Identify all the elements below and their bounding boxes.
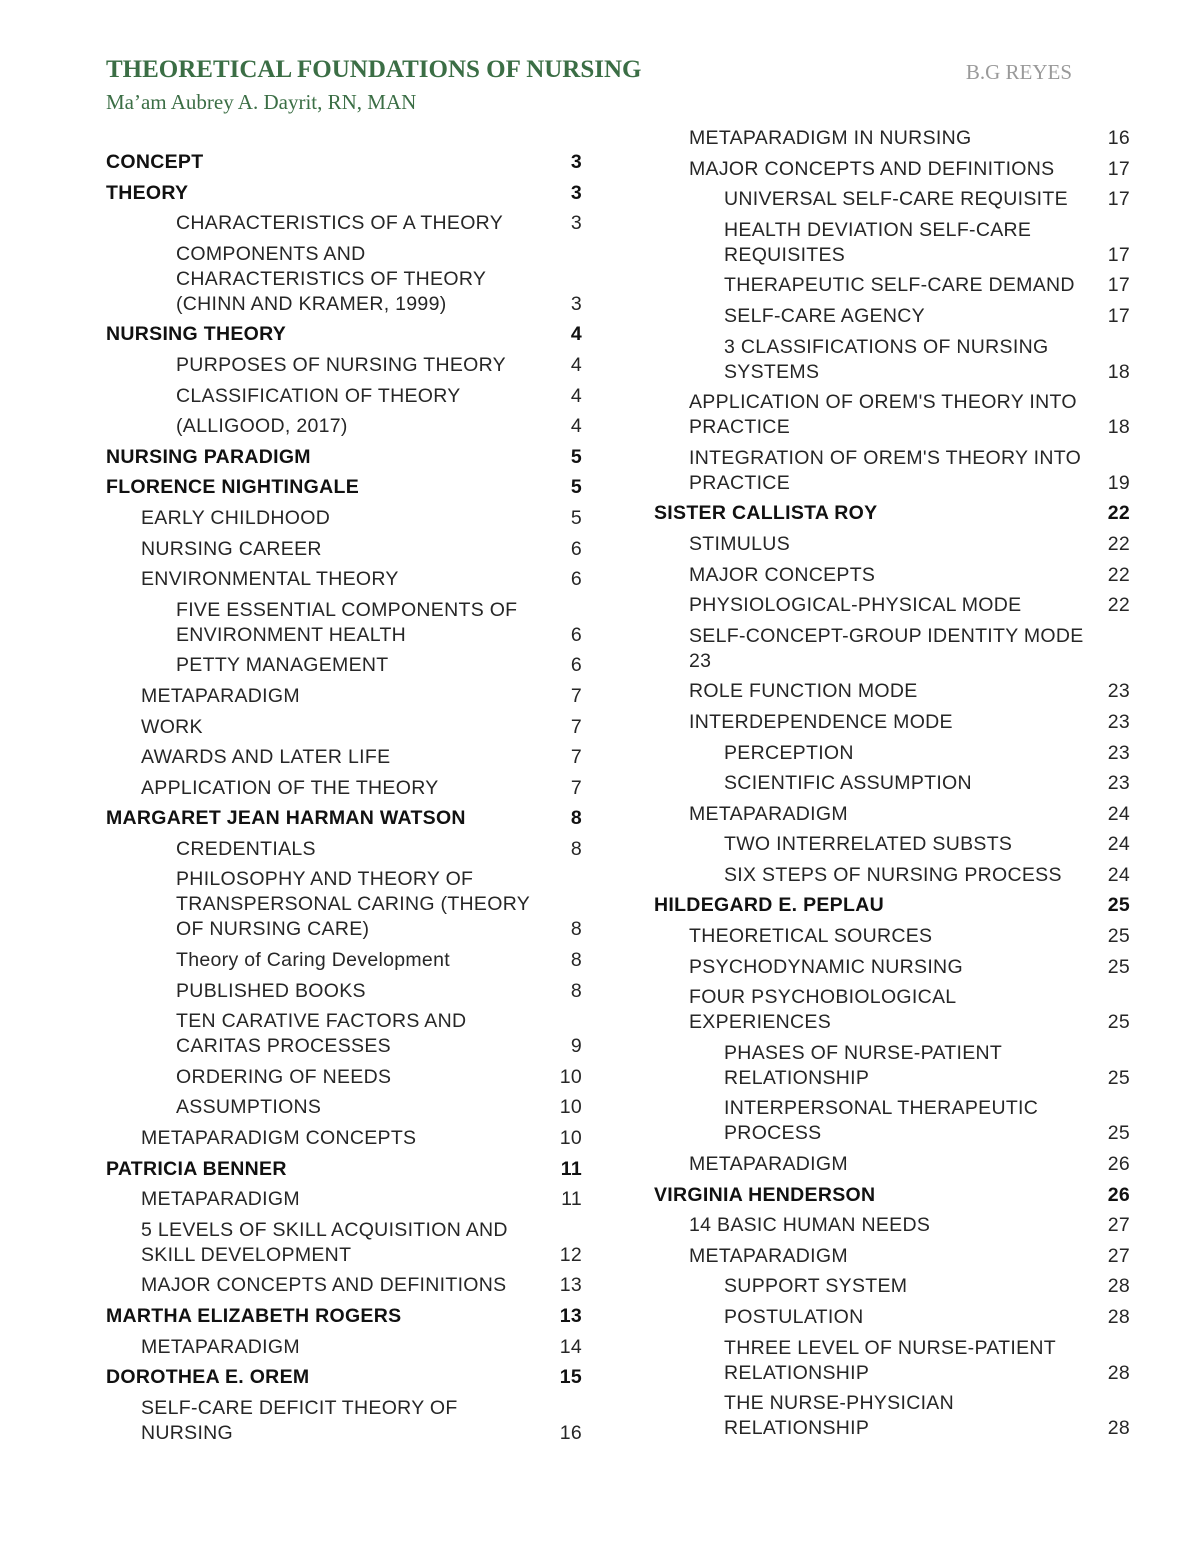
toc-entry-title: MAJOR CONCEPTS: [689, 563, 876, 586]
toc-entry-page: 3: [570, 151, 582, 173]
toc-entry-page: 17: [1107, 188, 1130, 211]
toc-entry[interactable]: [106, 776, 582, 801]
toc-entry-title: METAPARADIGM IN NURSING: [689, 127, 972, 149]
toc-entry[interactable]: [654, 771, 1130, 796]
toc-entry-page: 17: [1107, 274, 1130, 297]
toc-entry-title: PSYCHODYNAMIC NURSING: [689, 955, 963, 978]
toc-entry-page: 28: [1107, 1306, 1130, 1328]
toc-entry[interactable]: [106, 598, 582, 648]
toc-entry-page: 6: [570, 654, 582, 677]
toc-entry-title: METAPARADIGM: [141, 1188, 300, 1211]
toc-entry-title: PETTY MANAGEMENT: [176, 654, 389, 677]
toc-entry[interactable]: [106, 1157, 582, 1182]
toc-entry-page: 7: [570, 776, 582, 799]
toc-entry-page: 9: [570, 1035, 582, 1058]
toc-entry-page: 11: [561, 1188, 582, 1211]
toc-entry-page: 8: [570, 949, 582, 972]
toc-entry[interactable]: [654, 593, 1130, 618]
toc-entry-page: 3: [570, 212, 582, 235]
toc-entry-page: 25: [1107, 894, 1130, 917]
toc-entry-page: 4: [570, 353, 582, 376]
toc-entry-page: 5: [570, 445, 582, 468]
toc-entry-title: STIMULUS: [689, 532, 790, 555]
toc-entry-title: FOUR PSYCHOBIOLOGICAL EXPERIENCES: [689, 986, 956, 1034]
toc-entry[interactable]: [106, 322, 582, 347]
toc-entry-title: POSTULATION: [724, 1306, 864, 1328]
toc-entry-page: 18: [1107, 416, 1130, 439]
toc-entry-page: 27: [1107, 1244, 1130, 1267]
toc-entry-page: 28: [1107, 1361, 1130, 1384]
toc-entry-title: MAJOR CONCEPTS AND DEFINITIONS: [141, 1274, 507, 1297]
toc-entry-title: FLORENCE NIGHTINGALE: [106, 476, 359, 499]
toc-entry-title: ROLE FUNCTION MODE: [689, 680, 918, 703]
toc-entry[interactable]: [654, 741, 1130, 766]
toc-entry-title: METAPARADIGM CONCEPTS: [141, 1127, 417, 1150]
toc-entry-page: 8: [570, 979, 582, 1002]
toc-entry-page: 17: [1107, 304, 1130, 327]
toc-entry[interactable]: [654, 1041, 1130, 1091]
toc-entry-page: 5: [570, 476, 582, 499]
toc-column-right: [654, 126, 1130, 1447]
toc-entry[interactable]: [106, 653, 582, 678]
toc-entry-page: 8: [570, 918, 582, 941]
toc-entry-page: 28: [1107, 1417, 1130, 1440]
toc-entry[interactable]: [106, 715, 582, 740]
toc-entry[interactable]: [654, 679, 1130, 704]
toc-entry-title: UNIVERSAL SELF-CARE REQUISITE: [724, 188, 1068, 211]
toc-entry[interactable]: [654, 1213, 1130, 1238]
author-name: B.G REYES: [965, 60, 1072, 84]
toc-entry[interactable]: [106, 837, 582, 862]
toc-entry-title: CHARACTERISTICS OF A THEORY: [176, 212, 504, 235]
toc-entry-title: THREE LEVEL OF NURSE-PATIENT RELATIONSHIP: [724, 1336, 1056, 1384]
toc-entry[interactable]: [654, 446, 1130, 496]
toc-entry[interactable]: [654, 304, 1130, 329]
toc-entry-title: 5 LEVELS OF SKILL ACQUISITION AND SKILL DEVELOPMENT: [141, 1218, 508, 1266]
toc-entry[interactable]: [654, 273, 1130, 298]
toc-entry-title: MARTHA ELIZABETH ROGERS: [106, 1305, 402, 1327]
toc-entry[interactable]: [106, 745, 582, 770]
toc-entry-title: THE NURSE-PHYSICIAN RELATIONSHIP: [724, 1392, 954, 1440]
toc-entry-title: ORDERING OF NEEDS: [176, 1065, 392, 1088]
toc-entry[interactable]: [106, 1095, 582, 1120]
toc-entry-title: MARGARET JEAN HARMAN WATSON: [106, 807, 466, 830]
toc-entry-page: 16: [1107, 127, 1130, 149]
toc-entry[interactable]: [654, 563, 1130, 588]
toc-entry-title: 14 BASIC HUMAN NEEDS: [689, 1214, 931, 1237]
toc-entry-page: 24: [1107, 863, 1130, 886]
toc-entry-title: METAPARADIGM: [689, 1153, 848, 1176]
toc-entry[interactable]: [106, 1218, 582, 1268]
toc-entry[interactable]: [106, 1335, 582, 1360]
toc-entry[interactable]: [106, 1273, 582, 1298]
toc-entry-page: 6: [570, 568, 582, 591]
toc-entry-title: (ALLIGOOD, 2017): [176, 415, 348, 438]
toc-entry-page: 3: [570, 292, 582, 315]
toc-entry-page: 6: [570, 537, 582, 560]
toc-entry-page: 23: [1107, 772, 1130, 795]
toc-entry-page: 19: [1107, 471, 1130, 494]
toc-entry[interactable]: [106, 445, 582, 470]
toc-entry-page: 8: [570, 837, 582, 860]
toc-entry-title: METAPARADIGM: [141, 684, 300, 707]
toc-entry[interactable]: [106, 1065, 582, 1090]
toc-entry[interactable]: [106, 684, 582, 709]
toc-entry[interactable]: [654, 863, 1130, 888]
toc-entry-page: 24: [1107, 833, 1130, 856]
instructor-name: Ma’am Aubrey A. Dayrit, RN, MAN: [106, 90, 417, 114]
toc-entry[interactable]: [654, 893, 1130, 918]
toc-entry[interactable]: [106, 1396, 582, 1446]
toc-entry-title: COMPONENTS AND CHARACTERISTICS OF THEORY (CHINN AND KRAMER, 1999): [176, 242, 486, 315]
toc-entry-title: WORK: [141, 715, 203, 738]
toc-entry[interactable]: [654, 1336, 1130, 1386]
toc-entry-page: 28: [1107, 1275, 1130, 1298]
toc-entry-page: 18: [1107, 360, 1130, 383]
toc-entry[interactable]: [654, 1305, 1130, 1330]
toc-entry-title: THEORY: [106, 181, 189, 204]
toc-entry-page: 25: [1107, 1122, 1130, 1145]
toc-entry-title: FIVE ESSENTIAL COMPONENTS OF ENVIRONMENT HEALTH: [176, 598, 518, 646]
toc-entry-title: PHASES OF NURSE-PATIENT RELATIONSHIP: [724, 1041, 1002, 1089]
toc-entry[interactable]: [106, 384, 582, 409]
toc-entry[interactable]: [106, 867, 582, 942]
toc-entry-title: MAJOR CONCEPTS AND DEFINITIONS: [689, 157, 1055, 180]
toc-entry-title: ENVIRONMENTAL THEORY: [141, 568, 399, 591]
toc-entry-page: 4: [570, 415, 582, 438]
toc-entry[interactable]: [654, 157, 1130, 182]
toc-entry-title: THERAPEUTIC SELF-CARE DEMAND: [724, 274, 1075, 297]
toc-entry[interactable]: [106, 150, 582, 175]
toc-entry[interactable]: [106, 475, 582, 500]
toc-entry[interactable]: [654, 1244, 1130, 1269]
toc-entry-page: 23: [1107, 710, 1130, 733]
toc-entry[interactable]: [106, 211, 582, 236]
toc-entry-page: 25: [1107, 1066, 1130, 1089]
toc-entry[interactable]: [106, 1126, 582, 1151]
toc-entry-page: 25: [1107, 955, 1130, 978]
toc-entry[interactable]: [654, 924, 1130, 949]
toc-entry[interactable]: [106, 242, 582, 317]
toc-entry-page: 22: [1107, 563, 1130, 586]
toc-entry[interactable]: [106, 979, 582, 1004]
toc-entry[interactable]: [654, 832, 1130, 857]
toc-entry-title: APPLICATION OF THE THEORY: [141, 776, 439, 799]
toc-entry-page: 5: [570, 506, 582, 529]
toc-entry[interactable]: [654, 335, 1130, 385]
toc-entry-title: ASSUMPTIONS: [176, 1096, 322, 1119]
toc-entry-title: HILDEGARD E. PEPLAU: [654, 894, 884, 917]
toc-entry[interactable]: [654, 955, 1130, 980]
toc-entry-page: 17: [1107, 243, 1130, 266]
toc-entry-title: PHILOSOPHY AND THEORY OF TRANSPERSONAL CARING (THEORY OF NURSING CARE): [176, 868, 530, 941]
toc-entry-title: AWARDS AND LATER LIFE: [141, 746, 391, 769]
toc-entry-title: INTEGRATION OF OREM'S THEORY INTO PRACTICE: [689, 446, 1082, 494]
toc-entry-page: 23: [1107, 741, 1130, 764]
toc-entry-page: 12: [559, 1243, 582, 1266]
toc-entry-page: 4: [570, 384, 582, 407]
toc-entry-page: 8: [570, 807, 582, 830]
toc-entry[interactable]: [654, 624, 1130, 674]
toc-entry-title: CONCEPT: [106, 151, 204, 173]
toc-entry-page: 14: [559, 1335, 582, 1358]
toc-entry-title: METAPARADIGM: [689, 802, 848, 825]
toc-entry-page: 7: [570, 684, 582, 707]
toc-entry-title: HEALTH DEVIATION SELF-CARE REQUISITES: [724, 218, 1032, 266]
toc-entry[interactable]: [654, 1274, 1130, 1299]
toc-entry[interactable]: [654, 501, 1130, 526]
toc-entry-page: 22: [1107, 594, 1130, 617]
toc-entry[interactable]: [106, 1187, 582, 1212]
toc-entry[interactable]: [654, 985, 1130, 1035]
toc-entry-page: 26: [1107, 1183, 1130, 1206]
toc-entry-page: 13: [559, 1305, 582, 1327]
toc-entry-title: Theory of Caring Development: [176, 949, 450, 972]
toc-entry[interactable]: [106, 181, 582, 206]
toc-entry[interactable]: [654, 1152, 1130, 1177]
toc-entry-title: SELF-CARE DEFICIT THEORY OF NURSING: [141, 1396, 458, 1444]
toc-entry[interactable]: [106, 506, 582, 531]
toc-entry-page: 16: [559, 1421, 582, 1444]
toc-entry-title: SUPPORT SYSTEM: [724, 1275, 908, 1298]
toc-entry-page: 25: [1107, 925, 1130, 948]
toc-entry-title: SELF-CONCEPT-GROUP IDENTITY MODE: [689, 624, 1084, 647]
toc-entry-title: CREDENTIALS: [176, 837, 316, 860]
toc-entry-title: PERCEPTION: [724, 741, 854, 764]
toc-entry[interactable]: [654, 218, 1130, 268]
toc-entry-title: EARLY CHILDHOOD: [141, 506, 331, 529]
toc-entry-title: NURSING PARADIGM: [106, 445, 311, 468]
toc-entry-page: 26: [1107, 1153, 1130, 1176]
toc-entry-page: 27: [1107, 1214, 1130, 1237]
toc-entry-title: CLASSIFICATION OF THEORY: [176, 384, 461, 407]
toc-entry-title: TWO INTERRELATED SUBSTS: [724, 833, 1013, 856]
toc-entry[interactable]: [654, 710, 1130, 735]
toc-entry-title: NURSING CAREER: [141, 537, 322, 560]
toc-entry-page: 23: [689, 649, 712, 672]
toc-entry-page: 25: [1107, 1011, 1130, 1034]
toc-entry-title: METAPARADIGM: [689, 1244, 848, 1267]
toc-entry[interactable]: [106, 537, 582, 562]
toc-entry-title: PUBLISHED BOOKS: [176, 979, 366, 1002]
toc-entry[interactable]: [654, 1096, 1130, 1146]
toc-entry-page: 3: [570, 181, 582, 204]
toc-entry-page: 10: [559, 1127, 582, 1150]
toc-entry[interactable]: [106, 1304, 582, 1329]
toc-entry-page: 23: [1107, 680, 1130, 703]
toc-entry-page: 10: [559, 1096, 582, 1119]
toc-entry[interactable]: [106, 806, 582, 831]
toc-entry[interactable]: [654, 390, 1130, 440]
toc-entry-title: SCIENTIFIC ASSUMPTION: [724, 772, 972, 795]
toc-entry-page: 22: [1107, 502, 1130, 525]
toc-entry-page: 24: [1107, 802, 1130, 825]
toc-entry-title: SISTER CALLISTA ROY: [654, 502, 878, 525]
toc-entry-page: 6: [570, 623, 582, 646]
toc-entry-title: NURSING THEORY: [106, 323, 287, 346]
toc-entry[interactable]: [654, 532, 1130, 557]
toc-entry-page: 7: [570, 715, 582, 738]
toc-entry-title: 3 CLASSIFICATIONS OF NURSING SYSTEMS: [724, 335, 1049, 383]
toc-entry-page: 15: [559, 1366, 582, 1389]
toc-entry[interactable]: [106, 948, 582, 973]
toc-entry-page: 4: [570, 323, 582, 346]
toc-entry-title: APPLICATION OF OREM'S THEORY INTO PRACTICE: [689, 391, 1077, 439]
toc-entry[interactable]: [106, 567, 582, 592]
toc-entry[interactable]: [654, 126, 1130, 151]
toc-entry-title: VIRGINIA HENDERSON: [654, 1183, 876, 1206]
toc-entry-title: THEORETICAL SOURCES: [689, 925, 933, 948]
toc-entry-title: TEN CARATIVE FACTORS AND CARITAS PROCESSES: [176, 1010, 467, 1058]
toc-entry-page: 17: [1107, 157, 1130, 180]
toc-entry-title: INTERPERSONAL THERAPEUTIC PROCESS: [724, 1097, 1039, 1145]
toc-entry-title: PHYSIOLOGICAL-PHYSICAL MODE: [689, 594, 1022, 617]
toc-entry-title: METAPARADIGM: [141, 1335, 300, 1358]
toc-entry-page: 7: [570, 746, 582, 769]
toc-entry[interactable]: [654, 1183, 1130, 1208]
document-title: THEORETICAL FOUNDATIONS OF NURSING: [106, 56, 642, 83]
toc-entry[interactable]: [654, 802, 1130, 827]
toc-entry-title: DOROTHEA E. OREM: [106, 1366, 310, 1389]
toc-entry[interactable]: [654, 187, 1130, 212]
toc-entry[interactable]: [106, 1009, 582, 1059]
toc-entry-page: 22: [1107, 532, 1130, 555]
toc-entry-title: SIX STEPS OF NURSING PROCESS: [724, 863, 1062, 886]
toc-entry-page: 10: [559, 1065, 582, 1088]
toc-column-left: [106, 150, 582, 1451]
toc-entry[interactable]: [106, 353, 582, 378]
toc-entry[interactable]: [654, 1391, 1130, 1441]
toc-entry-title: INTERDEPENDENCE MODE: [689, 710, 953, 733]
toc-entry-title: SELF-CARE AGENCY: [724, 304, 925, 327]
toc-entry[interactable]: [106, 1365, 582, 1390]
toc-entry-page: 13: [559, 1274, 582, 1297]
toc-entry-title: PURPOSES OF NURSING THEORY: [176, 353, 506, 376]
toc-entry-page: 11: [560, 1157, 582, 1180]
toc-entry[interactable]: [106, 414, 582, 439]
toc-entry-title: PATRICIA BENNER: [106, 1157, 287, 1180]
